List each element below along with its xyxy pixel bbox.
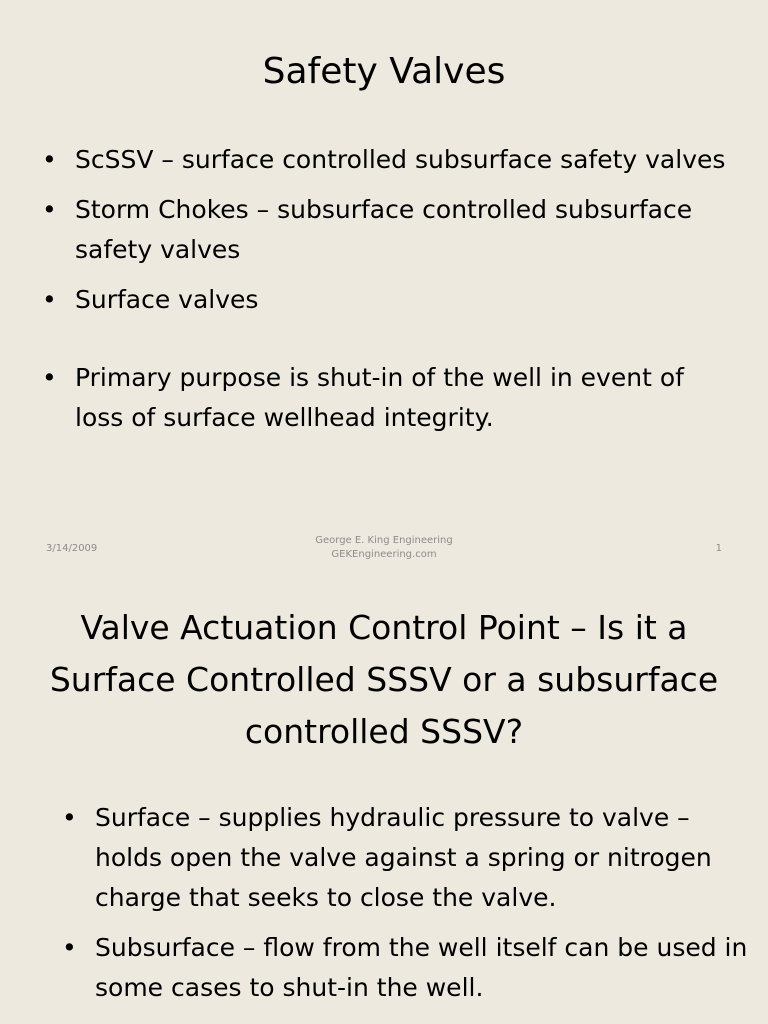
footer-page-number: 1: [715, 543, 722, 554]
bullet-item: • Surface valves: [42, 280, 732, 320]
bullet-item: • Subsurface – flow from the well itself can be used in some cases to shut-in the well.: [62, 928, 752, 1008]
footer-company: [0, 534, 768, 562]
bullet-list: [42, 140, 732, 448]
bullet-list: [62, 798, 752, 1018]
slide-title: Safety Valves: [262, 51, 506, 92]
footer-website: GEKEngineering.com: [331, 549, 437, 560]
bullet-item: • Primary purpose is shut-in of the well in event of loss of surface wellhead integrity.: [42, 358, 732, 438]
footer-date: 3/14/2009: [46, 543, 98, 554]
bullet-item: • Storm Chokes – subsurface controlled subsurface safety valves: [42, 190, 732, 270]
footer-company-name: George E. King Engineering: [315, 535, 453, 546]
slide-title: Valve Actuation Control Point – Is it a Surface Controlled SSSV or a subsurface controlled SSSV?: [49, 608, 719, 751]
bullet-item: • Surface – supplies hydraulic pressure to valve – holds open the valve against a spring or nitrogen charge that seeks to close the valve.: [62, 798, 752, 918]
slide-2: [0, 576, 768, 1024]
bullet-item: • ScSSV – surface controlled subsurface safety valves: [42, 140, 732, 180]
